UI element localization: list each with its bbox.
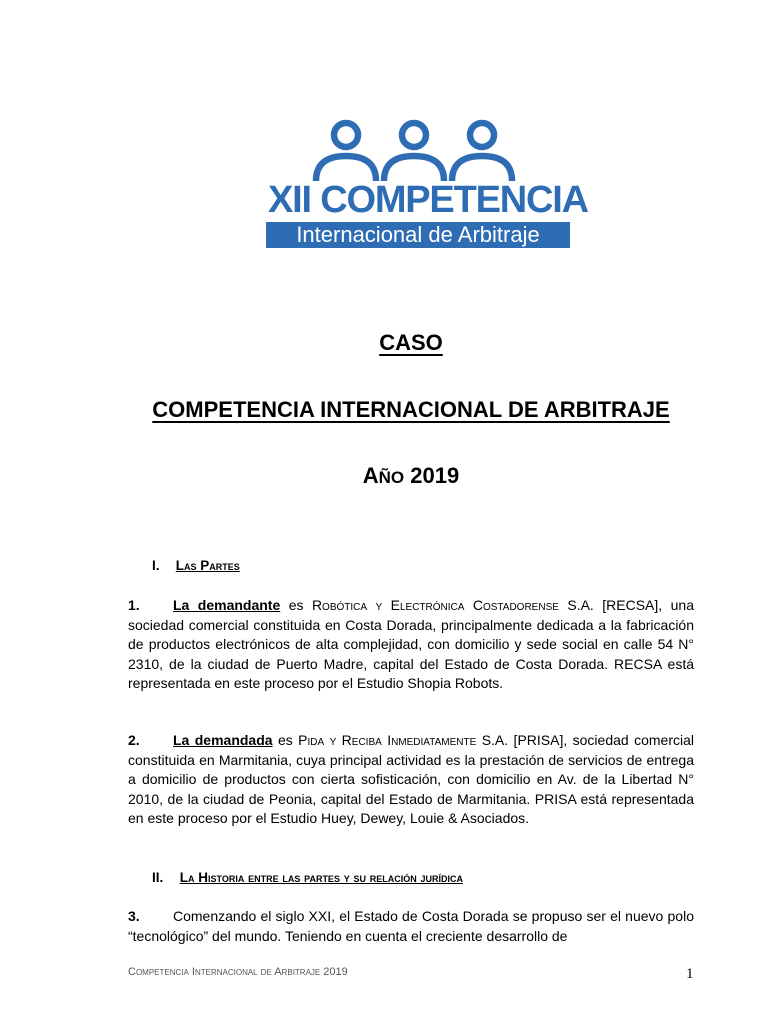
year-small: ÑO: [378, 468, 405, 487]
paragraph-number: 1.: [128, 597, 140, 613]
section-title: Las Partes: [175, 558, 240, 573]
party-name: Pida y Reciba Inmediatamente: [298, 732, 477, 748]
paragraph-text: Comenzando el siglo XXI, el Estado de Costa Dorada se propuso ser el nuevo polo “tecnológico” del mundo. Teniendo en cuenta el creciente desarrollo de: [128, 908, 694, 944]
logo-title: XII COMPETENCIA: [268, 179, 588, 221]
page-number: 1: [686, 966, 694, 982]
section-number: II.: [152, 870, 164, 885]
competition-title: COMPETENCIA INTERNACIONAL DE ARBITRAJE: [152, 397, 670, 422]
year-heading: [0, 462, 768, 492]
logo-subtitle: Internacional de Arbitraje: [266, 222, 570, 248]
year-prefix: A: [362, 463, 379, 488]
paragraph-text: S.A. [PRISA], sociedad comercial constituida en Marmitania, cuya principal actividad es la prestación de servicios de entrega a domicilio de productos con cierta sofisticación, con domicilio en Av. de la Libertad N° 2010, de la ciudad de Peonia, capital del Estado de Marmitania. PRISA está representada en este proceso por el Estudio Huey, Dewey, Louie & Asociados.: [128, 732, 695, 827]
connector-text: es: [272, 732, 299, 748]
paragraph-number: 3.: [128, 908, 140, 924]
section-heading-historia: [152, 869, 463, 887]
paragraph-text: S.A. [RECSA], una sociedad comercial constituida en Costa Dorada, principalmente dedicada a la fabricación de productos electrónicos de alta complejidad, con domicilio y sede social en calle 54 N° 2310, de la ciudad de Puerto Madre, capital del Estado de Costa Dorada. RECSA está representada en este proceso por el Estudio Shopia Robots.: [128, 597, 694, 692]
competition-heading: [0, 396, 768, 424]
case-label: CASO: [379, 330, 443, 355]
term-demandante: La demandante: [173, 597, 281, 613]
paragraph-number: 2.: [128, 732, 140, 748]
section-title: La Historia entre las partes y su relación jurídica: [179, 870, 463, 885]
year-number: 2019: [410, 463, 460, 488]
section-heading-partes: [152, 557, 240, 575]
paragraph-2: [128, 731, 694, 829]
term-demandada: La demandada: [173, 732, 273, 748]
connector-text: es: [280, 597, 312, 613]
people-icon: [266, 118, 570, 184]
footer-text: Competencia Internacional de Arbitraje 2019: [128, 966, 348, 978]
case-heading: [0, 329, 768, 357]
paragraph-3: [128, 907, 694, 946]
party-name: Robótica y Electrónica Costadorense: [311, 597, 559, 613]
section-number: I.: [152, 558, 160, 573]
competition-logo: [266, 118, 588, 250]
paragraph-1: [128, 596, 694, 694]
